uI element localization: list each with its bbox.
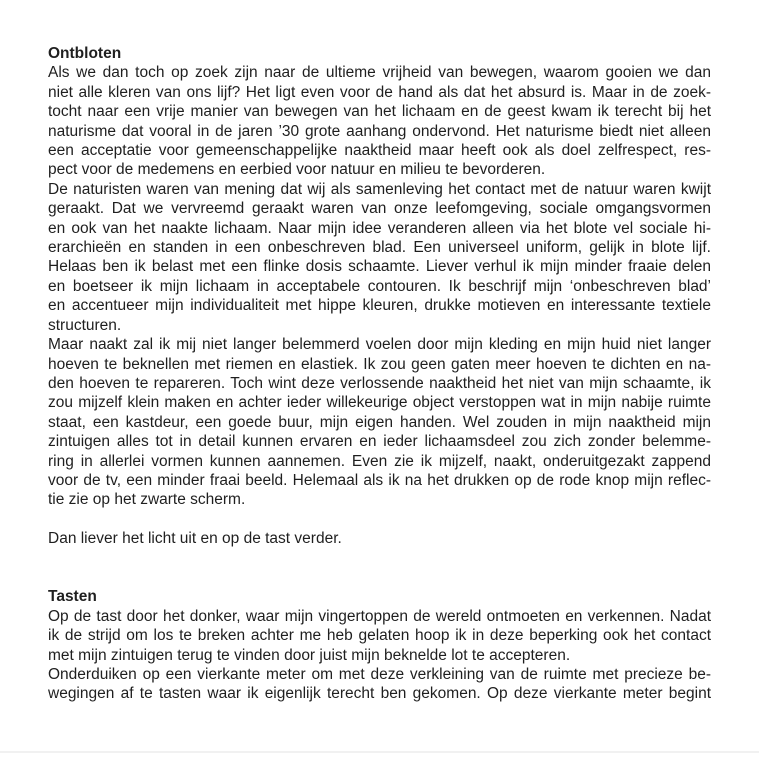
text-line: hoeven te beknellen met riemen en elastiek. Ik zou geen gaten meer hoeven te dichten en na- bbox=[48, 355, 711, 373]
text-line: naturisme dat vooral in de jaren ’30 grote aanhang ondervond. Het naturisme biedt niet alleen bbox=[48, 122, 711, 140]
text-line: pect voor de medemens en eerbied voor natuur en milieu te bevorderen. bbox=[48, 161, 546, 179]
text-line: en ook van het naakte lichaam. Naar mijn idee veranderen alleen via het blote vel sociale hi- bbox=[48, 219, 711, 237]
text-line: ik de strijd om los te breken achter me heb gelaten hoop ik in deze beperking ook het contact bbox=[48, 627, 711, 645]
text-line: tocht naar een vrije manier van bewegen van het lichaam en de geest kwam ik terecht bij het bbox=[48, 103, 711, 121]
text-line: en accentueer mijn individualiteit met hippe kleuren, drukke motieven en interessante textiele bbox=[48, 297, 711, 315]
blank-line bbox=[48, 568, 711, 587]
paragraph bbox=[48, 63, 711, 179]
section-heading: Ontbloten bbox=[48, 45, 122, 62]
text-line: staat, een kastdeur, een goede buur, mijn eigen handen. Wel zouden in mijn naaktheid mijn bbox=[48, 413, 711, 431]
text-line: met mijn zintuigen terug te vinden door juist mijn beknelde lot te accepteren. bbox=[48, 646, 571, 664]
text-line: De naturisten waren van mening dat wij als samenleving het contact met de natuur waren kwijt bbox=[48, 180, 711, 198]
paragraph bbox=[48, 529, 711, 548]
text-line: erarchieën en standen in een onbeschreven blad. Een universeel uniform, gelijk in blote lijf. bbox=[48, 239, 711, 257]
text-line: tie zie op het zwarte scherm. bbox=[48, 491, 246, 509]
text-line: Maar naakt zal ik mij niet langer belemmerd voelen door mijn kleding en mijn huid niet langer bbox=[48, 336, 711, 354]
text-line: zintuigen alles tot in detail kunnen ervaren en ieder lichaamsdeel zou zich zonder belemme- bbox=[48, 433, 711, 451]
blank-line bbox=[48, 510, 711, 529]
text-line: Op de tast door het donker, waar mijn vingertoppen de wereld ontmoeten en verkennen. Nadat bbox=[48, 607, 711, 625]
section-heading: Tasten bbox=[48, 588, 97, 606]
paragraph bbox=[48, 607, 711, 665]
paragraph bbox=[48, 335, 711, 510]
text-line: Dan liever het licht uit en op de tast verder. bbox=[48, 530, 342, 548]
text-line: den hoeven te repareren. Toch wint deze verlossende naaktheid het niet van mijn schaamte, ik bbox=[48, 374, 711, 392]
text-line: en boetseer ik mijn lichaam in acceptabele contouren. Ik beschrijf mijn ‘onbeschreven blad’ bbox=[48, 277, 711, 295]
text-line: zou mijzelf klein maken en achter ieder willekeurige object verstoppen wat in mijn nabije ruimte bbox=[48, 394, 711, 412]
text-line: een acceptatie voor gemeenschappelijke naaktheid maar heeft ook als doel zelfrespect, res- bbox=[48, 142, 711, 160]
text-line: geraakt. Dat we vervreemd geraakt waren van onze leefomgeving, sociale omgangsvormen bbox=[48, 200, 711, 218]
text-line: Als we dan toch op zoek zijn naar de ultieme vrijheid van bewegen, waarom gooien we dan bbox=[48, 64, 711, 82]
text-line: ring in allerlei vormen kunnen aannemen. Even zie ik mijzelf, naakt, onderuitgezakt zappend bbox=[48, 452, 711, 470]
text-line: Onderduiken op een vierkante meter om met deze verkleining van de ruimte met precieze be- bbox=[48, 665, 711, 683]
page-edge-shadow bbox=[0, 751, 759, 753]
paragraph bbox=[48, 180, 711, 335]
document-content bbox=[48, 44, 711, 704]
text-line: voor de tv, een minder fraai beeld. Helemaal als ik na het drukken op de rode knop mijn reflec- bbox=[48, 471, 711, 489]
text-line: wegingen af te tasten waar ik eigenlijk terecht ben gekomen. Op deze vierkante meter begint bbox=[48, 685, 711, 703]
text-line: structuren. bbox=[48, 316, 122, 334]
text-line: Helaas ben ik belast met een flinke dosis schaamte. Liever verhul ik mijn minder fraaie delen bbox=[48, 258, 711, 276]
blank-line bbox=[48, 549, 711, 568]
paragraph bbox=[48, 665, 711, 704]
text-line: niet alle kleren van ons lijf? Het ligt even voor de hand als dat het absurd is. Maar in de zoek- bbox=[48, 83, 711, 101]
